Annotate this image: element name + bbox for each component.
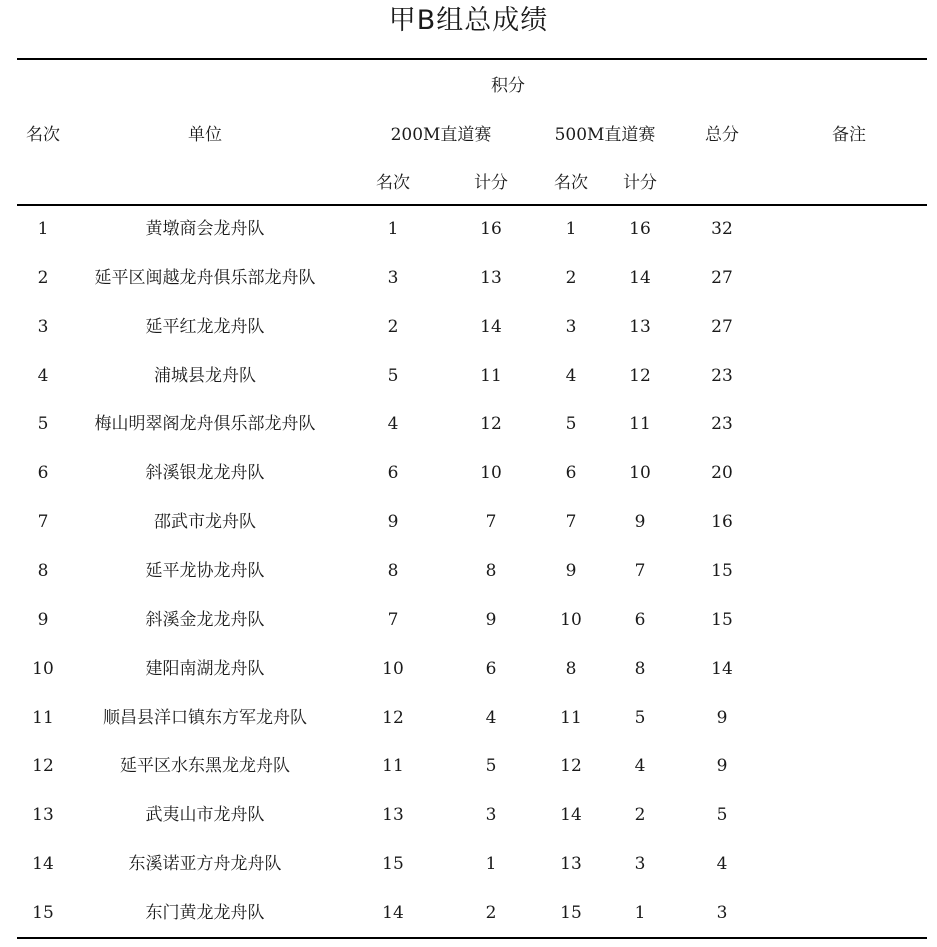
cell-500m-rank: 7 bbox=[565, 512, 577, 533]
cell-200m-score: 14 bbox=[480, 316, 502, 337]
cell-200m-rank: 2 bbox=[387, 316, 399, 337]
cell-500m-rank: 3 bbox=[565, 316, 577, 337]
cell-200m-score: 4 bbox=[485, 707, 497, 728]
cell-200m-rank: 11 bbox=[382, 756, 404, 777]
cell-total: 4 bbox=[716, 854, 728, 875]
cell-rank: 11 bbox=[32, 707, 54, 728]
cell-200m-rank: 10 bbox=[382, 658, 404, 679]
cell-200m-rank: 8 bbox=[387, 560, 399, 581]
cell-500m-rank: 5 bbox=[565, 414, 577, 435]
cell-200m-score: 6 bbox=[485, 658, 497, 679]
cell-200m-score: 12 bbox=[480, 414, 502, 435]
cell-500m-rank: 1 bbox=[565, 219, 577, 239]
cell-500m-rank: 10 bbox=[560, 609, 582, 630]
cell-unit: 斜溪金龙龙舟队 bbox=[145, 609, 265, 630]
cell-rank: 3 bbox=[37, 316, 49, 337]
table-row bbox=[0, 793, 937, 842]
cell-500m-rank: 8 bbox=[565, 658, 577, 679]
table-top-rule bbox=[17, 58, 927, 60]
cell-rank: 10 bbox=[32, 658, 54, 679]
cell-500m-score: 6 bbox=[634, 609, 646, 630]
table-row bbox=[0, 354, 937, 403]
header-500m-rank: 名次 bbox=[554, 173, 588, 193]
cell-200m-score: 3 bbox=[485, 805, 497, 826]
cell-500m-rank: 13 bbox=[560, 854, 582, 875]
cell-500m-score: 9 bbox=[634, 512, 646, 533]
cell-rank: 9 bbox=[37, 609, 49, 630]
cell-500m-rank: 2 bbox=[565, 267, 577, 288]
header-500m-event: 500M直道赛 bbox=[554, 125, 656, 145]
cell-unit: 延平区水东黑龙龙舟队 bbox=[120, 756, 290, 777]
cell-rank: 2 bbox=[37, 267, 49, 288]
cell-200m-rank: 1 bbox=[387, 219, 399, 239]
table-row bbox=[0, 598, 937, 647]
table-row bbox=[0, 744, 937, 793]
cell-200m-rank: 5 bbox=[387, 365, 399, 386]
table-row bbox=[0, 305, 937, 354]
cell-total: 9 bbox=[716, 707, 728, 728]
cell-200m-rank: 4 bbox=[387, 414, 399, 435]
cell-unit: 斜溪银龙龙舟队 bbox=[145, 463, 265, 484]
cell-rank: 15 bbox=[32, 902, 54, 923]
table-row bbox=[0, 549, 937, 598]
header-500m-score: 计分 bbox=[623, 173, 657, 193]
cell-500m-score: 13 bbox=[629, 316, 651, 337]
cell-500m-score: 7 bbox=[634, 560, 646, 581]
header-total: 总分 bbox=[705, 125, 739, 145]
cell-rank: 12 bbox=[32, 756, 54, 777]
cell-total: 27 bbox=[711, 267, 733, 288]
cell-total: 9 bbox=[716, 756, 728, 777]
cell-total: 23 bbox=[711, 414, 733, 435]
cell-200m-score: 2 bbox=[485, 902, 497, 923]
cell-unit: 延平区闽越龙舟俱乐部龙舟队 bbox=[94, 267, 316, 288]
table-header-rule bbox=[17, 204, 927, 206]
cell-200m-rank: 14 bbox=[382, 902, 404, 923]
cell-200m-score: 16 bbox=[480, 219, 502, 239]
cell-rank: 7 bbox=[37, 512, 49, 533]
cell-200m-score: 1 bbox=[485, 854, 497, 875]
cell-total: 15 bbox=[711, 560, 733, 581]
table-row bbox=[0, 891, 937, 940]
cell-total: 3 bbox=[716, 902, 728, 923]
table-row bbox=[0, 842, 937, 891]
header-unit: 单位 bbox=[188, 125, 222, 145]
cell-total: 16 bbox=[711, 512, 733, 533]
cell-200m-rank: 12 bbox=[382, 707, 404, 728]
cell-500m-rank: 4 bbox=[565, 365, 577, 386]
table-row bbox=[0, 402, 937, 451]
cell-rank: 14 bbox=[32, 854, 54, 875]
cell-rank: 4 bbox=[37, 365, 49, 386]
cell-200m-score: 7 bbox=[485, 512, 497, 533]
cell-200m-rank: 13 bbox=[382, 805, 404, 826]
cell-200m-score: 11 bbox=[480, 365, 502, 386]
cell-500m-rank: 11 bbox=[560, 707, 582, 728]
header-200m-event: 200M直道赛 bbox=[390, 125, 492, 145]
cell-200m-rank: 15 bbox=[382, 854, 404, 875]
table-row bbox=[0, 207, 937, 256]
cell-500m-score: 8 bbox=[634, 658, 646, 679]
cell-200m-rank: 9 bbox=[387, 512, 399, 533]
cell-500m-rank: 12 bbox=[560, 756, 582, 777]
cell-unit: 浦城县龙舟队 bbox=[154, 365, 256, 386]
cell-200m-rank: 3 bbox=[387, 267, 399, 288]
cell-unit: 建阳南湖龙舟队 bbox=[145, 658, 265, 679]
table-row bbox=[0, 696, 937, 745]
table-row bbox=[0, 500, 937, 549]
cell-total: 14 bbox=[711, 658, 733, 679]
cell-total: 20 bbox=[711, 463, 733, 484]
cell-200m-score: 10 bbox=[480, 463, 502, 484]
table-row bbox=[0, 647, 937, 696]
header-200m-score: 计分 bbox=[474, 173, 508, 193]
cell-500m-rank: 14 bbox=[560, 805, 582, 826]
cell-rank: 6 bbox=[37, 463, 49, 484]
cell-rank: 1 bbox=[37, 219, 49, 239]
cell-unit: 黄墩商会龙舟队 bbox=[145, 219, 265, 239]
cell-unit: 武夷山市龙舟队 bbox=[145, 805, 265, 826]
cell-500m-score: 4 bbox=[634, 756, 646, 777]
cell-total: 5 bbox=[716, 805, 728, 826]
cell-500m-score: 3 bbox=[634, 854, 646, 875]
cell-500m-rank: 9 bbox=[565, 560, 577, 581]
cell-500m-score: 11 bbox=[629, 414, 651, 435]
cell-total: 27 bbox=[711, 316, 733, 337]
cell-500m-score: 16 bbox=[629, 219, 651, 239]
cell-unit: 延平龙协龙舟队 bbox=[145, 560, 265, 581]
cell-500m-score: 14 bbox=[629, 267, 651, 288]
table-row bbox=[0, 451, 937, 500]
header-score-group: 积分 bbox=[491, 76, 525, 96]
cell-unit: 东溪诺亚方舟龙舟队 bbox=[128, 854, 282, 875]
cell-unit: 顺昌县洋口镇东方军龙舟队 bbox=[103, 707, 307, 728]
cell-rank: 8 bbox=[37, 560, 49, 581]
cell-rank: 5 bbox=[37, 414, 49, 435]
cell-500m-rank: 15 bbox=[560, 902, 582, 923]
page-title: 甲B组总成绩 bbox=[388, 5, 549, 36]
cell-200m-score: 13 bbox=[480, 267, 502, 288]
table-bottom-rule bbox=[17, 937, 927, 939]
cell-200m-rank: 6 bbox=[387, 463, 399, 484]
header-note: 备注 bbox=[832, 125, 866, 145]
cell-500m-score: 5 bbox=[634, 707, 646, 728]
cell-total: 23 bbox=[711, 365, 733, 386]
cell-200m-rank: 7 bbox=[387, 609, 399, 630]
cell-500m-score: 1 bbox=[634, 902, 646, 923]
cell-total: 15 bbox=[711, 609, 733, 630]
cell-unit: 东门黄龙龙舟队 bbox=[145, 902, 265, 923]
cell-500m-score: 10 bbox=[629, 463, 651, 484]
cell-500m-score: 12 bbox=[629, 365, 651, 386]
cell-200m-score: 9 bbox=[485, 609, 497, 630]
cell-rank: 13 bbox=[32, 805, 54, 826]
cell-500m-score: 2 bbox=[634, 805, 646, 826]
cell-total: 32 bbox=[711, 219, 733, 239]
cell-unit: 延平红龙龙舟队 bbox=[145, 316, 265, 337]
cell-200m-score: 5 bbox=[485, 756, 497, 777]
table-row bbox=[0, 256, 937, 305]
cell-unit: 梅山明翠阁龙舟俱乐部龙舟队 bbox=[94, 414, 316, 435]
cell-200m-score: 8 bbox=[485, 560, 497, 581]
cell-500m-rank: 6 bbox=[565, 463, 577, 484]
header-200m-rank: 名次 bbox=[376, 173, 410, 193]
cell-unit: 邵武市龙舟队 bbox=[154, 512, 256, 533]
header-rank: 名次 bbox=[26, 125, 60, 145]
